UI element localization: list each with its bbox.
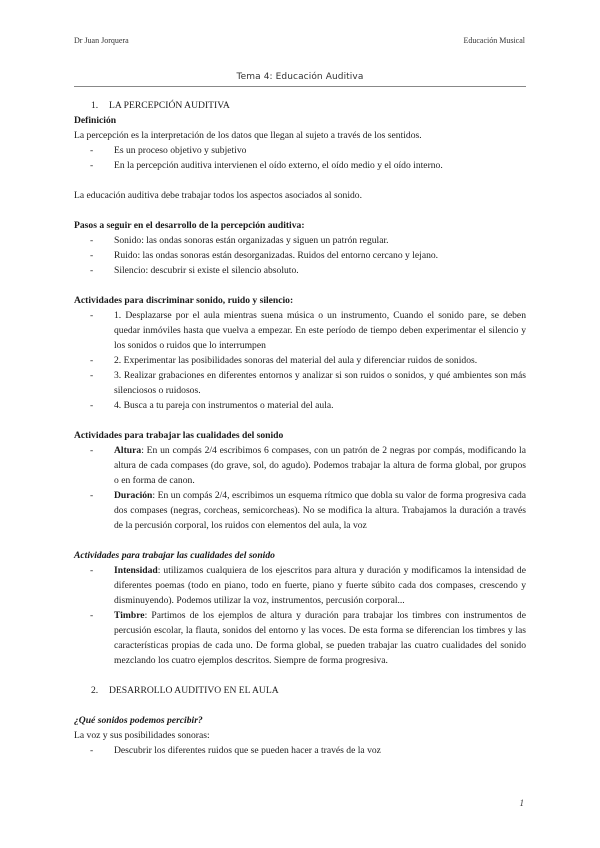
list-item: - Descubrir los diferentes ruidos que se pueden hacer a través de la voz: [90, 745, 381, 756]
list-item: - Duración: En un compás 2/4, escribimos un esquema rítmico que dobla su valor de forma progresiva cada dos compases (negras, corcheas, semicorcheas). No se modifica la altura. Trabajamos la duración a través de la percusión corporal, los ruidos con elementos del aula, la voz: [90, 490, 526, 531]
activities-qualities-heading: Actividades para trabajar las cualidades del sonido: [74, 430, 284, 441]
document-body: [74, 98, 526, 758]
steps-heading: Pasos a seguir en el desarrollo de la percepción auditiva:: [74, 220, 305, 231]
activities-qualities-heading-2: Actividades para trabajar las cualidades del sonido: [74, 550, 275, 561]
header-subject: Educación Musical: [463, 36, 525, 45]
list-item: - 2. Experimentar las posibilidades sonoras del material del aula y diferenciar ruidos de sonidos.: [90, 355, 478, 366]
activities-discriminate-heading: Actividades para discriminar sonido, ruido y silencio:: [74, 295, 294, 306]
definition-heading: Definición: [74, 115, 117, 126]
definition-text: La percepción es la interpretación de los datos que llegan al sujeto a través de los sentidos.: [74, 130, 422, 141]
voice-list: [74, 743, 526, 758]
section-2-heading: [74, 683, 526, 698]
list-item: - Ruido: las ondas sonoras están desorganizadas. Ruidos del entorno cercano y lejano.: [90, 250, 439, 261]
definition-list: [74, 143, 526, 173]
list-item: - Silencio: descubrir si existe el silencio absoluto.: [90, 265, 299, 276]
list-item: - 1. Desplazarse por el aula mientras suena música o un instrumento, Cuando el sonido pare, se deben quedar inmóviles hasta que vuelva a empezar. En este período de tiempo deben experimentar el silencio y los sonidos o ruidos que lo interrumpen: [90, 310, 526, 351]
page-number: 1: [519, 798, 524, 808]
list-item: - 3. Realizar grabaciones en diferentes entornos y analizar si son ruidos o sonidos, y qué ambientes son más silenciosos o ruidosos.: [90, 370, 526, 396]
section-1-number: 1.: [91, 100, 99, 111]
voice-text: La voz y sus posibilidades sonoras:: [74, 730, 210, 741]
list-item: - Es un proceso objetivo y subjetivo: [90, 145, 247, 156]
section-1-title: LA PERCEPCIÓN AUDITIVA: [109, 100, 230, 111]
activities-discriminate-list: [74, 308, 526, 413]
header-author: Dr Juan Jorquera: [74, 36, 129, 45]
section-1-heading: [74, 98, 526, 113]
list-item: - 4. Busca a tu pareja con instrumentos o material del aula.: [90, 400, 334, 411]
activities-qualities-list-2: [74, 563, 526, 668]
question-heading: ¿Qué sonidos podemos percibir?: [74, 715, 203, 726]
list-item: - En la percepción auditiva intervienen el oído externo, el oído medio y el oído interno.: [90, 160, 443, 171]
list-item: - Sonido: las ondas sonoras están organizadas y siguen un patrón regular.: [90, 235, 389, 246]
education-text: La educación auditiva debe trabajar todos los aspectos asociados al sonido.: [74, 190, 362, 201]
document-title: Tema 4: Educación Auditiva: [236, 72, 364, 82]
list-item: - Altura: En un compás 2/4 escribimos 6 compases, con un patrón de 2 negras por compás, modificando la altura de cada compases (do grave, sol, do agudo). Podemos trabajar la altura de forma global, por grupos o en forma de canon.: [90, 445, 526, 486]
section-2-number: 2.: [91, 685, 99, 696]
activities-qualities-list: [74, 443, 526, 533]
list-item: - Intensidad: utilizamos cualquiera de los ejescritos para altura y duración y modificamos la intensidad de diferentes poemas (todo en piano, todo en fuerte, piano y fuerte súbito cada dos compases, crescendo y disminuyendo). Podemos utilizar la voz, instrumentos, percusión corporal...: [90, 565, 526, 606]
title-divider: [74, 86, 526, 87]
steps-list: [74, 233, 526, 278]
section-2-title: DESARROLLO AUDITIVO EN EL AULA: [109, 685, 279, 696]
list-item: - Timbre: Partimos de los ejemplos de altura y duración para trabajar los timbres con instrumentos de percusión escolar, la flauta, sonidos del entorno y las voces. De esta forma se diferencian los timbres y las características propias de cada uno. De forma global, se pueden trabajar las cuatro cualidades del sonido mezclando los cuatro ejemplos descritos. Siempre de forma progresiva.: [90, 610, 526, 666]
